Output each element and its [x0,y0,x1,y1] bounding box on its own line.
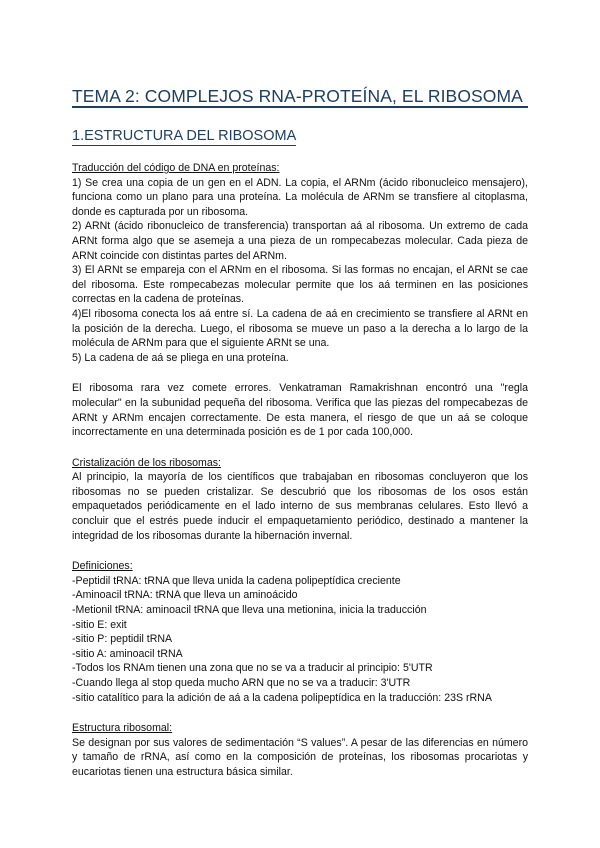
definition-item: -Metionil tRNA: aminoacil tRNA que lleva una metionina, inicia la traducción [72,604,427,617]
definition-item: -Aminoacil tRNA: tRNA que lleva un aminoácido [72,589,298,602]
crystallization-paragraph: Al principio, la mayoría de los científicos que trabajaban en ribosomas concluyeron que los ribosomas no se pueden cristalizar. Se descubrió que los ribosomas de los osos están empaquetados periódicamente en el lado interno de sus membranas celulares. Esto llevó a concluir que el estrés puede inducir el empaquetamiento periódico, destinado a mantener la integridad de los ribosomas durante la hibernación invernal. [72,471,528,542]
definition-item: -Todos los RNAm tienen una zona que no se va a traducir al principio: 5'UTR [72,662,433,675]
definition-item: -Cuando llega al stop queda mucho ARN que no se va a traducir: 3'UTR [72,677,411,689]
translation-step: 2) ARNt (ácido ribonucleico de transferencia) transportan aá al ribosoma. Un extremo de cada ARNt forma algo que se asemeja a una pieza de un rompecabezas molecular. Cada pieza de ARNt coincide con distintas partes del ARNm. [72,220,528,262]
crystallization-heading: Cristalización de los ribosomas: [72,456,221,469]
definitions-heading: Definiciones: [72,560,133,573]
definitions-section [72,559,528,705]
translation-heading: Traducción del código de DNA en proteínas: [72,162,280,174]
ribosomal-structure-heading: Estructura ribosomal: [72,722,173,735]
definition-item: -Peptidil tRNA: tRNA que lleva unida la cadena polipeptídica creciente [72,574,401,587]
ribosomal-structure-section [72,721,528,779]
errors-paragraph: El ribosoma rara vez comete errores. Venkatraman Ramakrishnan encontró una "regla molecular" en la subunidad pequeña del ribosoma. Verifica que las piezas del rompecabezas de ARNt y ARNm encajen correctamente. De esta manera, el riesgo de que un aá se coloque incorrectamente en una determinada posición es de 1 por cada 100,000. [72,382,528,439]
ribosomal-structure-paragraph: Se designan por sus valores de sedimentación “S values”. A pesar de las diferencias en número y tamaño de rRNA, así como en la composición de proteínas, los ribosomas procariotas y eucariotas tienen una estructura básica similar. [72,736,528,778]
translation-step: 1) Se crea una copia de un gen en el ADN. La copia, el ARNm (ácido ribonucleico mensajero), funciona como un plano para una proteína. La molécula de ARNm se transfiere al citoplasma, donde es capturada por un ribosoma. [72,176,528,218]
translation-section [72,161,528,365]
definition-item: -sitio E: exit [72,618,127,631]
definition-item: -sitio A: aminoacil tRNA [72,647,183,660]
errors-section [72,381,528,439]
translation-step: 5) La cadena de aá se pliega en una proteína. [72,351,289,364]
section-title: 1.ESTRUCTURA DEL RIBOSOMA [72,128,297,144]
document-content [72,86,528,780]
document-title: TEMA 2: COMPLEJOS RNA-PROTEÍNA, EL RIBOSOMA [72,86,528,108]
crystallization-section [72,456,528,544]
definition-item: -sitio P: peptidil tRNA [72,633,173,646]
translation-step: 4)El ribosoma conecta los aá entre sí. La cadena de aá en crecimiento se transfiere al ARNt en la posición de la derecha. Luego, el ribosoma se mueve un paso a la derecha a lo largo de la molécula de ARNm para que el siguiente ARNt se una. [72,307,528,350]
translation-step: 3) El ARNt se empareja con el ARNm en el ribosoma. Si las formas no encajan, el ARNt se cae del ribosoma. Este rompecabezas molecular permite que los aá terminen en las posiciones correctas en la cadena de proteínas. [72,264,528,306]
definition-item: -sitio catalítico para la adición de aá a la cadena polipeptídica en la traducción: 23S rRNA [72,691,492,704]
